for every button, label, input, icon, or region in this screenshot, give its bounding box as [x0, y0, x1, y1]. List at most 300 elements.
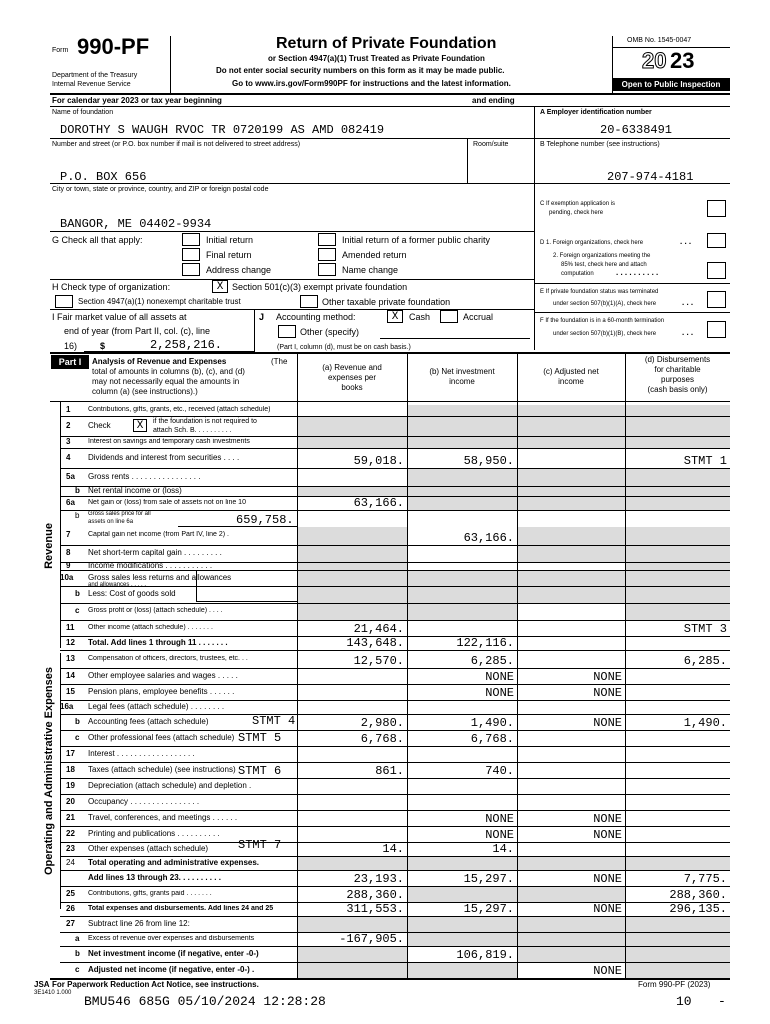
line-number: 14	[66, 670, 75, 680]
amount-col-b: NONE	[485, 686, 514, 700]
line-label: Interest on savings and temporary cash investments	[88, 437, 250, 445]
line-number: 9	[66, 561, 71, 570]
shaded-cell	[298, 563, 407, 570]
amount-col-b: 63,166.	[463, 531, 514, 545]
line-label: Interest . . . . . . . . . . . . . . . . . .	[88, 749, 195, 758]
shaded-cell	[518, 587, 625, 603]
row-rule	[60, 746, 730, 747]
line-label: Total. Add lines 1 through 11 . . . . . . .	[88, 638, 228, 647]
amount-col-b: 58,950.	[463, 454, 514, 468]
i-line-2: end of year (from Part II, col. (c), line	[64, 326, 211, 336]
final-return-checkbox[interactable]	[182, 248, 200, 261]
stmt-5-ref: STMT 5	[238, 731, 282, 745]
line-label: Travel, conferences, and meetings . . . . . .	[88, 813, 238, 822]
dept-line-1: Department of the Treasury	[52, 72, 138, 79]
shaded-cell	[518, 417, 625, 436]
line-label: Net rental income or (loss)	[88, 486, 182, 495]
shaded-cell	[408, 963, 517, 978]
line-number: 6a	[66, 497, 75, 507]
amount-col-d: 7,775.	[683, 872, 727, 886]
shaded-cell	[408, 917, 517, 932]
amount-col-b: NONE	[485, 828, 514, 842]
c-checkbox[interactable]	[707, 200, 726, 217]
calendar-year-label: For calendar year 2023 or tax year beginning	[52, 96, 222, 105]
amount-col-a: -167,905.	[339, 932, 404, 946]
line-label: Net short-term capital gain . . . . . . . . .	[88, 549, 222, 557]
fmv-value: 2,258,216.	[150, 338, 223, 352]
dept-line-2: Internal Revenue Service	[52, 81, 131, 88]
4947-checkbox[interactable]	[55, 295, 73, 308]
amount-col-b: 14.	[492, 842, 514, 856]
line-number: 18	[66, 764, 75, 774]
amount-col-c: NONE	[593, 686, 622, 700]
amount-col-a: 2,980.	[360, 716, 404, 730]
shaded-cell	[626, 947, 730, 962]
form-number: 990-PF	[77, 34, 150, 59]
d-line-1: D 1. Foreign organizations, check here	[540, 240, 644, 246]
accrual-label: Accrual	[463, 312, 494, 322]
line-number: 8	[66, 548, 71, 557]
row-rule	[60, 650, 730, 651]
col-d-h4: (cash basis only)	[647, 385, 708, 394]
amount-col-d: 296,135.	[669, 902, 727, 916]
amount-col-b: 740.	[485, 764, 514, 778]
501c3-checkbox[interactable]: X	[212, 280, 228, 293]
e-leader: . . .	[682, 298, 694, 307]
shaded-cell	[518, 546, 625, 562]
line-number: 13	[66, 653, 75, 663]
amount-col-d: 1,490.	[683, 716, 727, 730]
line-number: 21	[66, 812, 75, 822]
shaded-cell	[408, 857, 517, 870]
shaded-cell	[626, 571, 730, 586]
line-number: 11	[66, 622, 75, 632]
amount-col-c: NONE	[593, 716, 622, 730]
amount-col-a: 861.	[375, 764, 404, 778]
col-c-h1: (c) Adjusted net	[543, 367, 599, 376]
line-label: Net gain or (loss) from sale of assets not on line 10	[88, 498, 246, 506]
f-line-1: F If the foundation is in a 60-month termination	[540, 318, 665, 324]
shaded-cell	[518, 497, 625, 510]
line-label: Contributions, gifts, grants, etc., received (attach schedule)	[88, 405, 271, 413]
line-label: Gross sales less returns and allowances	[88, 573, 232, 582]
shaded-cell	[408, 571, 517, 586]
shaded-cell	[298, 857, 407, 870]
shaded-cell	[298, 527, 407, 545]
form-subtitle-1: or Section 4947(a)(1) Trust Treated as Private Foundation	[268, 54, 485, 63]
d1-checkbox[interactable]	[707, 233, 726, 248]
line-number: 1	[66, 404, 71, 414]
omb-number: OMB No. 1545-0047	[627, 37, 692, 44]
amount-col-a: 6,768.	[360, 732, 404, 746]
line-label: Other income (attach schedule) . . . . . . .	[88, 623, 213, 631]
accounting-method-label: Accounting method:	[276, 312, 356, 322]
col-d-h3: purposes	[661, 375, 694, 384]
i-line-3: 16)	[64, 341, 78, 351]
line-label: Check	[88, 421, 111, 430]
part1-cash-note: (Part I, column (d), must be on cash basis.)	[277, 344, 411, 351]
line-label: Pension plans, employee benefits . . . . . .	[88, 687, 235, 696]
initial-return-checkbox[interactable]	[182, 233, 200, 246]
amount-col-d: STMT 3	[683, 622, 727, 636]
shaded-cell	[298, 417, 407, 436]
i-dollar: $	[100, 341, 106, 351]
amount-col-b: 15,297.	[463, 872, 514, 886]
amount-col-d: 6,285.	[683, 654, 727, 668]
line-label: Gross profit or (loss) (attach schedule) . . . .	[88, 607, 223, 614]
shaded-cell	[518, 857, 625, 870]
col-a-h3: books	[341, 383, 363, 392]
footer-batch: BMU546 685G 05/10/2024 12:28:28	[84, 994, 326, 1009]
phone-value: 207-974-4181	[607, 170, 694, 184]
line-number: b	[75, 948, 80, 958]
form-subtitle-2: Do not enter social security numbers on this form as it may be made public.	[216, 66, 505, 75]
foundation-name: DOROTHY S WAUGH RVOC TR 0720199 AS AMD 082419	[60, 123, 385, 137]
row-rule	[60, 668, 730, 669]
amount-col-a: 14.	[382, 842, 404, 856]
and-ending-label: and ending	[472, 96, 515, 105]
shaded-cell	[408, 437, 517, 448]
part-i-desc-3: column (a) (see instructions).)	[92, 387, 198, 396]
row-rule	[60, 826, 730, 827]
line-label: Add lines 13 through 23. . . . . . . . . .	[88, 873, 221, 882]
footer-form: Form 990-PF (2023)	[638, 980, 711, 989]
line-label: Income modifications . . . . . . . . . . .	[88, 562, 213, 570]
line-6b-value: 659,758.	[236, 513, 294, 527]
line-number: a	[75, 933, 80, 943]
part-i-title-rest: (The	[271, 357, 288, 366]
line-number: 10a	[60, 572, 74, 582]
col-a-h1: (a) Revenue and	[322, 363, 382, 372]
line-label: Total expenses and disbursements. Add lines 24 and 25	[88, 904, 274, 912]
shaded-cell	[408, 604, 517, 620]
line-label: Depreciation (attach schedule) and depletion .	[88, 781, 252, 790]
col-b-h2: income	[449, 377, 475, 386]
shaded-cell	[518, 947, 625, 962]
year-outline: 20	[642, 48, 667, 73]
shaded-cell	[298, 487, 407, 496]
initial-former-charity-checkbox[interactable]	[318, 233, 336, 246]
open-inspection: Open to Public Inspection	[612, 78, 730, 91]
cash-label: Cash	[409, 312, 431, 322]
footer-code: 3E1410 1.000	[34, 990, 72, 996]
line-label: Printing and publications . . . . . . . . . .	[88, 829, 220, 838]
row-rule	[60, 684, 730, 685]
row-rule	[60, 730, 730, 731]
amount-col-b: 106,819.	[456, 948, 514, 962]
shaded-cell	[298, 917, 407, 932]
line-label: Taxes (attach schedule) (see instructions)	[88, 765, 236, 774]
line-label: Legal fees (attach schedule) . . . . . . . .	[88, 702, 225, 711]
row-rule	[60, 886, 730, 887]
amount-col-d: 288,360.	[669, 888, 727, 902]
amended-return-label: Amended return	[342, 250, 407, 260]
name-label: Name of foundation	[52, 109, 114, 116]
line-number: 20	[66, 796, 75, 806]
line-label: Other professional fees (attach schedule)	[88, 733, 235, 742]
street-label: Number and street (or P.O. box number if mail is not delivered to street address)	[52, 141, 301, 148]
e-line-1: E If private foundation status was terminated	[540, 289, 659, 295]
amount-col-a: 288,360.	[346, 888, 404, 902]
row-rule	[60, 810, 730, 811]
form-subtitle-3: Go to www.irs.gov/Form990PF for instructions and the latest information.	[232, 79, 511, 88]
line-number: 25	[66, 888, 75, 898]
sch-b-checkbox[interactable]: X	[133, 419, 147, 432]
revenue-side-label: Revenue	[43, 523, 55, 569]
stmt-4-ref: STMT 4	[252, 714, 296, 728]
shaded-cell	[626, 469, 730, 486]
final-return-label: Final return	[206, 250, 252, 260]
form-word: Form	[52, 47, 69, 54]
row-rule	[60, 510, 730, 511]
address-change-label: Address change	[206, 265, 272, 275]
name-change-checkbox[interactable]	[318, 263, 336, 276]
shaded-cell	[298, 546, 407, 562]
shaded-cell	[518, 469, 625, 486]
line-10a-label-2: and allowances . . . . .	[88, 582, 147, 588]
line-number: 2	[66, 420, 71, 430]
col-a-h2: expenses per	[327, 373, 377, 382]
shaded-cell	[518, 437, 625, 448]
line-label: Accounting fees (attach schedule)	[88, 717, 209, 726]
amount-col-a: 143,648.	[346, 636, 404, 650]
sch-b-note-2: attach Sch. B. . . . . . . . . .	[153, 427, 232, 434]
amount-col-a: 23,193.	[353, 872, 404, 886]
room-suite-label: Room/suite	[473, 141, 509, 148]
shaded-cell	[408, 417, 517, 436]
row-rule	[60, 714, 730, 715]
line-label: Excess of revenue over expenses and disbursements	[88, 934, 255, 942]
g-label: G Check all that apply:	[52, 235, 143, 245]
c-line-1: C If exemption application is	[540, 201, 616, 207]
footer-dash: -	[718, 994, 726, 1009]
shaded-cell	[626, 497, 730, 510]
d2-checkbox[interactable]	[707, 262, 726, 279]
col-b-h1: (b) Net investment	[429, 367, 495, 376]
d-line-3: 85% test, check here and attach	[561, 262, 647, 268]
j-label: J	[259, 312, 265, 322]
4947-label: Section 4947(a)(1) nonexempt charitable trust	[78, 297, 241, 306]
part-i-title: Analysis of Revenue and Expenses	[92, 357, 227, 366]
d2-leader: . . . . . . . . . .	[616, 268, 659, 277]
line-number: 12	[66, 637, 75, 647]
shaded-cell	[408, 933, 517, 946]
amount-col-a: 21,464.	[353, 622, 404, 636]
phone-label: B Telephone number (see instructions)	[540, 141, 660, 148]
part-i-desc-2: may not necessarily equal the amounts in	[92, 377, 240, 386]
shaded-cell	[518, 933, 625, 946]
amount-col-a: 63,166.	[353, 496, 404, 510]
col-c-h2: income	[558, 377, 584, 386]
amount-col-c: NONE	[593, 670, 622, 684]
row-rule	[60, 794, 730, 795]
shaded-cell	[626, 405, 730, 416]
d1-leader: . . .	[680, 237, 692, 246]
shaded-cell	[408, 487, 517, 496]
stmt-6-ref: STMT 6	[238, 764, 282, 778]
address-change-checkbox[interactable]	[182, 263, 200, 276]
amount-col-b: NONE	[485, 670, 514, 684]
initial-return-label: Initial return	[206, 235, 254, 245]
shaded-cell	[518, 527, 625, 545]
shaded-cell	[518, 917, 625, 932]
row-rule	[60, 448, 730, 449]
shaded-cell	[626, 917, 730, 932]
shaded-cell	[408, 469, 517, 486]
line-number: 23	[66, 843, 75, 853]
d-line-2: 2. Foreign organizations meeting the	[553, 253, 651, 259]
line-number: c	[75, 964, 80, 974]
shaded-cell	[626, 857, 730, 870]
line-number: c	[75, 606, 80, 615]
line-label: Total operating and administrative expenses.	[88, 858, 260, 867]
city-label: City or town, state or province, country, and ZIP or foreign postal code	[52, 186, 269, 193]
line-number: 7	[66, 530, 71, 539]
amount-col-d: STMT 1	[683, 454, 727, 468]
h-label: H Check type of organization:	[52, 282, 171, 292]
line-number: 4	[66, 452, 71, 462]
amount-col-b: 6,285.	[470, 654, 514, 668]
amount-col-c: NONE	[593, 964, 622, 978]
c-line-2: pending, check here	[549, 210, 604, 216]
shaded-cell	[518, 405, 625, 416]
line-number: b	[75, 716, 80, 726]
part-i-tag: Part I	[51, 355, 89, 369]
shaded-cell	[626, 527, 730, 545]
other-method-label: Other (specify)	[300, 327, 360, 337]
amount-col-b: NONE	[485, 812, 514, 826]
shaded-cell	[518, 571, 625, 586]
stmt-7-ref: STMT 7	[238, 838, 282, 852]
street-value: P.O. BOX 656	[60, 170, 147, 184]
line-label: Adjusted net income (if negative, enter -0-) .	[88, 965, 255, 974]
line-number: 19	[66, 780, 75, 790]
amount-col-c: NONE	[593, 828, 622, 842]
shaded-cell	[408, 497, 517, 510]
line-number: b	[75, 589, 80, 598]
line-number: 17	[66, 748, 75, 758]
other-taxable-label: Other taxable private foundation	[322, 297, 451, 307]
line-label: Contributions, gifts, grants paid . . . . . . .	[88, 889, 212, 897]
footer-page: 10	[676, 994, 692, 1009]
line-label: Subtract line 26 from line 12:	[88, 919, 190, 928]
line-label: Other employee salaries and wages . . . . .	[88, 671, 238, 680]
amount-col-b: 15,297.	[463, 902, 514, 916]
sch-b-note-1: if the foundation is not required to	[153, 418, 257, 425]
amount-col-b: 1,490.	[470, 716, 514, 730]
shaded-cell	[298, 604, 407, 620]
line-label: Compensation of officers, directors, trustees, etc. . .	[88, 654, 248, 662]
line-number: c	[75, 732, 80, 742]
shaded-cell	[408, 587, 517, 603]
shaded-cell	[626, 587, 730, 603]
amount-col-b: 122,116.	[456, 636, 514, 650]
shaded-cell	[518, 887, 625, 902]
amended-return-checkbox[interactable]	[318, 248, 336, 261]
shaded-cell	[626, 487, 730, 496]
line-number: 22	[66, 828, 75, 838]
shaded-cell	[298, 963, 407, 978]
shaded-cell	[298, 947, 407, 962]
line-label: Dividends and interest from securities . . . .	[88, 453, 240, 462]
part-i-desc-1: total of amounts in columns (b), (c), and (d)	[92, 367, 245, 376]
line-number: 27	[66, 918, 75, 928]
amount-col-a: 59,018.	[353, 454, 404, 468]
col-d-h1: (d) Disbursements	[644, 355, 711, 364]
line-number: 16a	[60, 701, 74, 711]
city-value: BANGOR, ME 04402-9934	[60, 217, 212, 231]
line-6b-label-2: assets on line 6a	[88, 519, 134, 525]
amount-col-c: NONE	[593, 872, 622, 886]
cash-checkbox[interactable]: X	[387, 310, 403, 323]
amount-col-a: 12,570.	[353, 654, 404, 668]
line-number: 15	[66, 686, 75, 696]
i-line-1: I Fair market value of all assets at	[52, 312, 187, 322]
row-rule	[60, 870, 730, 871]
line-label: Less: Cost of goods sold	[88, 590, 176, 598]
amount-col-c: NONE	[593, 812, 622, 826]
line-number: 24	[66, 857, 75, 867]
form-title: Return of Private Foundation	[276, 35, 497, 52]
shaded-cell	[626, 546, 730, 562]
row-rule	[60, 778, 730, 779]
ein-value: 20-6338491	[600, 123, 673, 137]
shaded-cell	[626, 963, 730, 978]
line-number: b	[75, 485, 80, 495]
year-bold: 23	[670, 48, 695, 73]
f-checkbox[interactable]	[707, 321, 726, 338]
line-6b-label-1: Gross sales price for all	[88, 511, 151, 517]
line-6b-num: b	[75, 511, 80, 520]
line-number: 5a	[66, 471, 75, 481]
accrual-checkbox[interactable]	[440, 310, 458, 323]
e-checkbox[interactable]	[707, 291, 726, 308]
line-label: Occupancy . . . . . . . . . . . . . . . .	[88, 797, 200, 806]
shaded-cell	[408, 887, 517, 902]
other-taxable-checkbox[interactable]	[300, 295, 318, 308]
line-number: 26	[66, 903, 75, 913]
amount-col-a: 311,553.	[346, 902, 404, 916]
row-rule	[60, 762, 730, 763]
501c3-label: Section 501(c)(3) exempt private foundation	[232, 282, 408, 292]
shaded-cell	[626, 437, 730, 448]
line-label: Net investment income (if negative, enter -0-)	[88, 949, 259, 958]
footer-notice: For Paperwork Reduction Act Notice, see instructions.	[52, 980, 259, 989]
line-label: Capital gain net income (from Part IV, line 2) .	[88, 531, 229, 538]
shaded-cell	[298, 437, 407, 448]
f-leader: . . .	[682, 328, 694, 337]
shaded-cell	[298, 571, 407, 586]
shaded-cell	[408, 405, 517, 416]
shaded-cell	[298, 587, 407, 603]
ein-label: A Employer identification number	[540, 109, 652, 116]
f-line-2: under section 507(b)(1)(B), check here	[553, 331, 657, 337]
row-rule	[60, 620, 730, 621]
amount-col-c: NONE	[593, 902, 622, 916]
footer-jsa: JSA	[34, 980, 50, 989]
row-rule	[60, 700, 730, 701]
e-line-2: under section 507(b)(1)(A), check here	[553, 301, 657, 307]
shaded-cell	[518, 487, 625, 496]
col-d-h2: for charitable	[654, 365, 701, 374]
shaded-cell	[626, 563, 730, 570]
name-change-label: Name change	[342, 265, 399, 275]
other-method-checkbox[interactable]	[278, 325, 296, 338]
initial-former-charity-label: Initial return of a former public charity	[342, 235, 491, 245]
line-label: Gross rents . . . . . . . . . . . . . . . .	[88, 472, 201, 481]
shaded-cell	[626, 417, 730, 436]
shaded-cell	[626, 604, 730, 620]
